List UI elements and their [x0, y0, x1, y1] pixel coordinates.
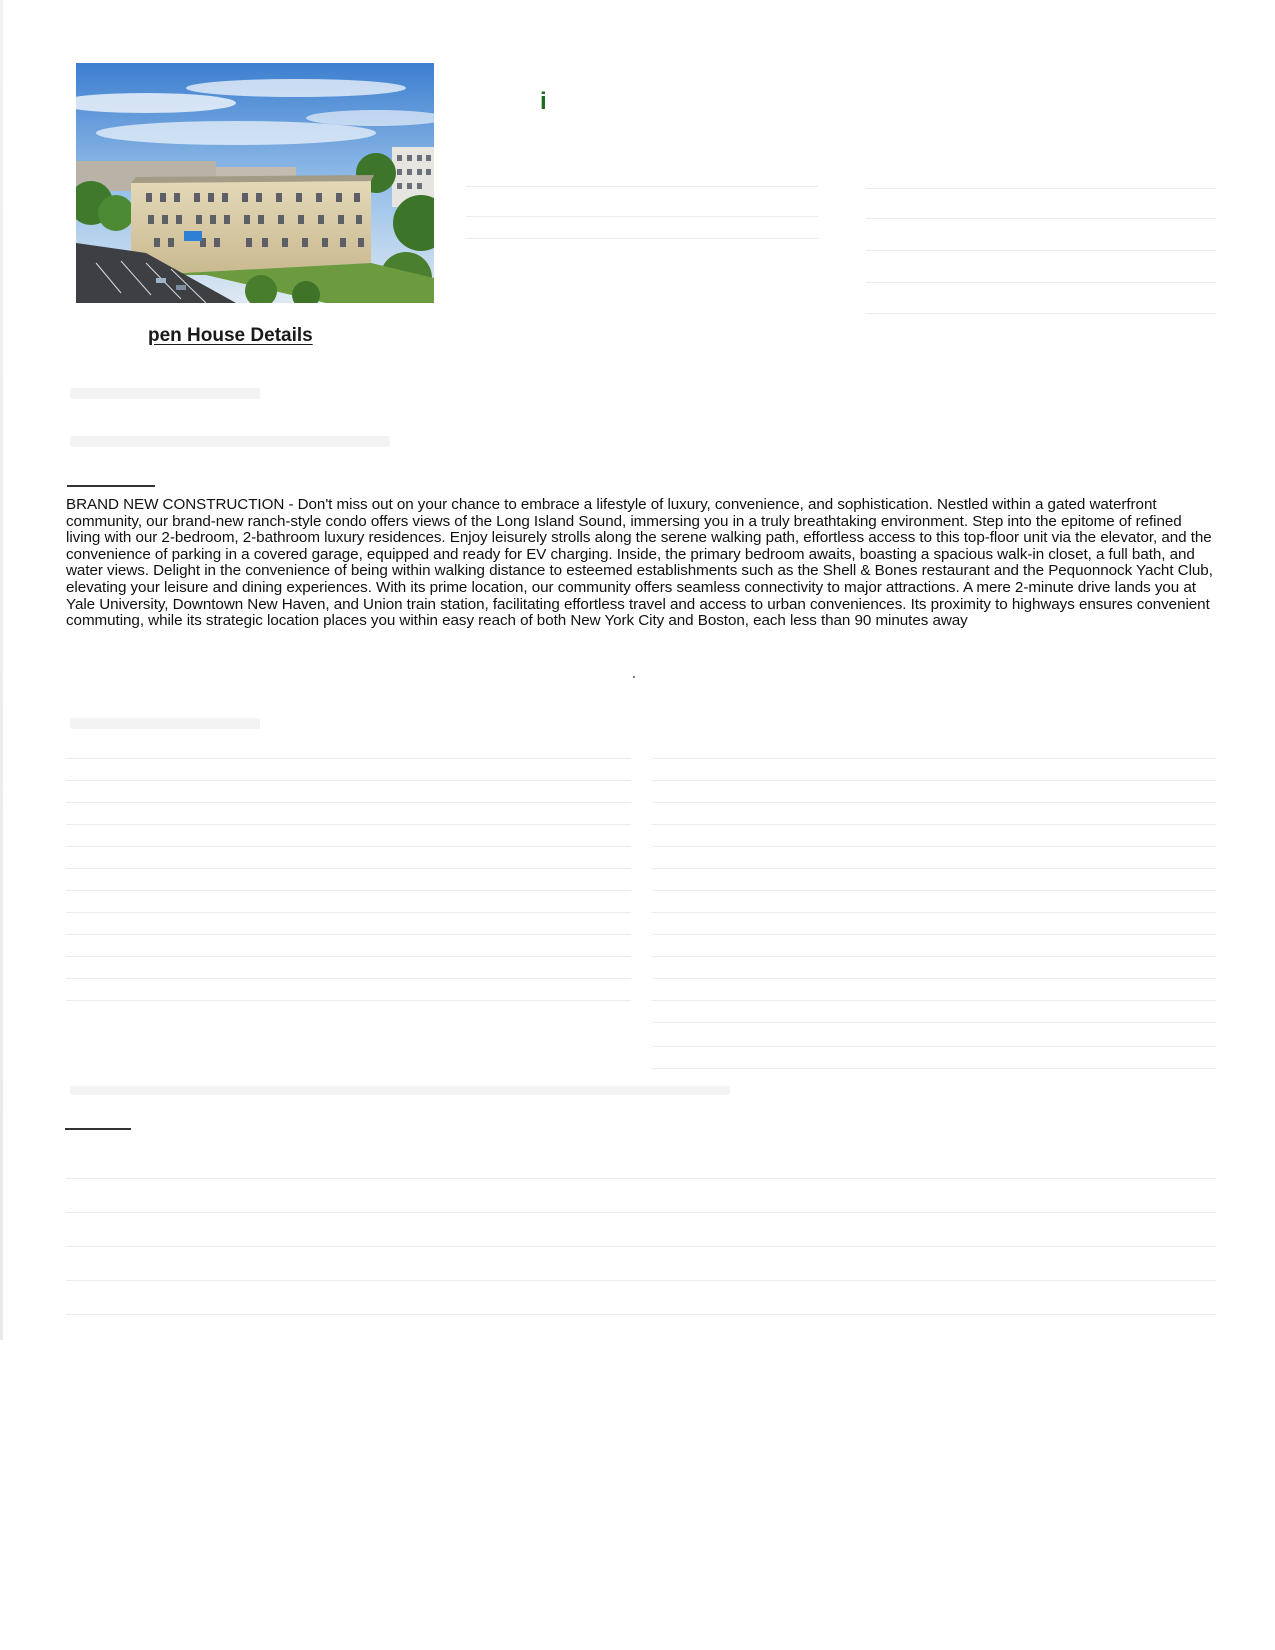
section-rule: [65, 1128, 131, 1130]
faint-rule: [66, 780, 631, 781]
faint-rule: [866, 218, 1216, 219]
scan-edge: [0, 0, 3, 1340]
faint-rule: [652, 846, 1216, 847]
faint-rule: [652, 890, 1216, 891]
faint-rule: [652, 934, 1216, 935]
faint-rule: [652, 912, 1216, 913]
open-house-title: pen House Details: [148, 325, 313, 346]
faint-rule: [466, 238, 818, 239]
faint-rule: [652, 824, 1216, 825]
faint-rule: [66, 758, 631, 759]
property-photo: [76, 63, 434, 303]
faint-rule: [866, 313, 1216, 314]
faint-rule: [652, 978, 1216, 979]
faint-rule: [652, 868, 1216, 869]
faint-rule: [66, 1314, 1216, 1315]
faded-text: [70, 1086, 730, 1095]
faint-rule: [66, 1280, 1216, 1281]
faint-rule: [66, 802, 631, 803]
faint-rule: [66, 956, 631, 957]
faint-rule: [66, 824, 631, 825]
faint-rule: [466, 216, 818, 217]
faint-rule: [652, 1046, 1216, 1047]
faint-rule: [66, 1000, 631, 1001]
faint-rule: [66, 912, 631, 913]
faded-text: [70, 388, 260, 399]
faint-rule: [652, 758, 1216, 759]
faint-rule: [66, 890, 631, 891]
faint-rule: [66, 1178, 1216, 1179]
faint-rule: [652, 1022, 1216, 1023]
header-mark: i: [540, 88, 547, 115]
faint-rule: [66, 846, 631, 847]
faint-rule: [66, 868, 631, 869]
faint-rule: [66, 1212, 1216, 1213]
faint-rule: [866, 188, 1216, 189]
faint-rule: [652, 956, 1216, 957]
faint-rule: [652, 1000, 1216, 1001]
faint-rule: [866, 282, 1216, 283]
faint-rule: [466, 186, 818, 187]
faint-rule: [866, 250, 1216, 251]
faint-rule: [66, 934, 631, 935]
faint-rule: [652, 802, 1216, 803]
faded-text: [70, 436, 390, 447]
scan-speck: [633, 676, 635, 678]
section-rule: [67, 485, 155, 487]
faint-rule: [66, 978, 631, 979]
faint-rule: [652, 780, 1216, 781]
faint-rule: [66, 1246, 1216, 1247]
faint-rule: [652, 1068, 1216, 1069]
faded-text: [70, 718, 260, 729]
property-description: BRAND NEW CONSTRUCTION - Don't miss out on your chance to embrace a lifestyle of luxury, convenience, and sophistication. Nestled within a gated waterfront community, our brand-new ranch-style condo offers views of the Long Island Sound, immersing you in a truly breathtaking environment. Step into the epitome of refined living with our 2-bedroom, 2-bathroom luxury residences. Enjoy leisurely strolls along the serene walking path, effortless access to this top-floor unit via the elevator, and the convenience of parking in a covered garage, equipped and ready for EV charging. Inside, the primary bedroom awaits, boasting a spacious walk-in closet, a full bath, and water views. Delight in the convenience of being within walking distance to esteemed establishments such as the Shell & Bones restaurant and the Pequonnock Yacht Club, elevating your leisure and dining experiences. With its prime location, our community offers seamless connectivity to major attractions. A mere 2-minute drive lands you at Yale University, Downtown New Haven, and Union train station, facilitating effortless travel and access to urban conveniences. Its proximity to highways ensures convenient commuting, while its strategic location places you within easy reach of both New York City and Boston, each less than 90 minutes away: [66, 496, 1213, 630]
building-photo-icon: [76, 63, 434, 303]
